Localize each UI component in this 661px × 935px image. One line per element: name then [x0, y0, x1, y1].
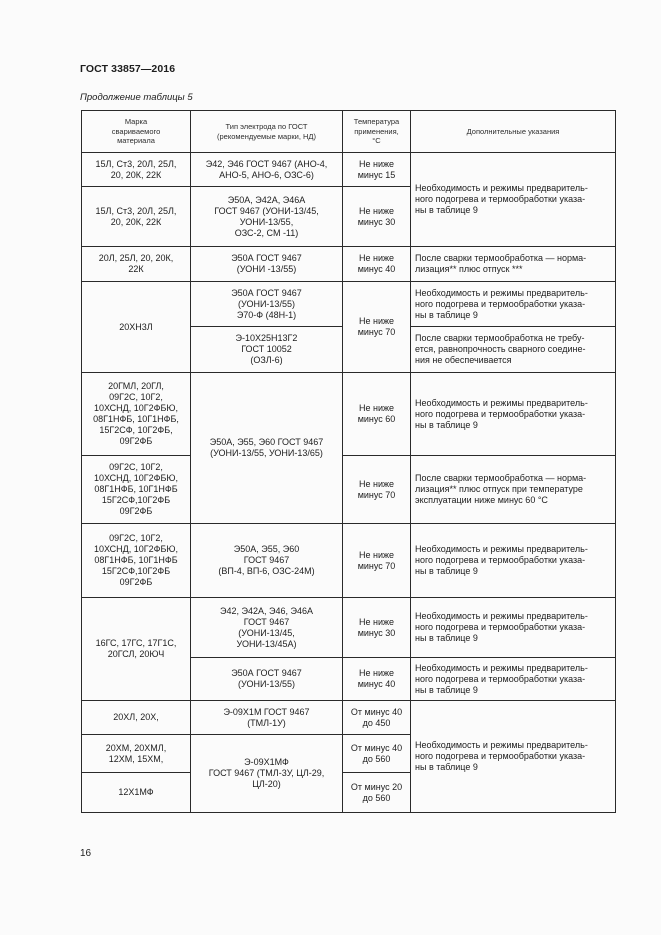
- table-row: [82, 456, 616, 524]
- notes-cell: После сварки термообработка — норма- лизация** плюс отпуск при температуре эксплуатации ниже минус 60 °С: [411, 456, 616, 524]
- material-cell: 09Г2С, 10Г2, 10ХСНД, 10Г2ФБЮ, 08Г1НФБ, 10Г1НФБ 15Г2СФ,10Г2ФБ 09Г2ФБ: [82, 524, 191, 598]
- table-row: [82, 524, 616, 598]
- table-row: [82, 598, 616, 658]
- material-cell: 15Л, Ст3, 20Л, 25Л, 20, 20К, 22К: [82, 153, 191, 187]
- temperature-cell: От минус 40 до 450: [343, 701, 411, 735]
- table-row: [82, 373, 616, 456]
- notes-cell: Необходимость и режимы предваритель- ного подогрева и термообработки указа- ны в таблице 9: [411, 658, 616, 701]
- notes-cell: Необходимость и режимы предваритель- ного подогрева и термообработки указа- ны в таблице 9: [411, 282, 616, 327]
- electrode-cell: Э42, Э46 ГОСТ 9467 (АНО-4, АНО-5, АНО-6, ОЗС-6): [191, 153, 343, 187]
- electrode-cell: Э-09Х1МФ ГОСТ 9467 (ТМЛ-3У, ЦЛ-29, ЦЛ-20): [191, 735, 343, 813]
- electrode-cell: Э50А, Э55, Э60 ГОСТ 9467 (ВП-4, ВП-6, ОЗС-24М): [191, 524, 343, 598]
- material-cell: 12Х1МФ: [82, 773, 191, 813]
- material-cell: 16ГС, 17ГС, 17Г1С, 20ГСЛ, 20ЮЧ: [82, 598, 191, 701]
- notes-cell: Необходимость и режимы предваритель- ного подогрева и термообработки указа- ны в таблице 9: [411, 153, 616, 247]
- temperature-cell: Не ниже минус 70: [343, 282, 411, 373]
- electrode-cell: Э-09Х1М ГОСТ 9467 (ТМЛ-1У): [191, 701, 343, 735]
- temperature-cell: От минус 20 до 560: [343, 773, 411, 813]
- material-cell: 20ХМ, 20ХМЛ, 12ХМ, 15ХМ,: [82, 735, 191, 773]
- welding-table: [81, 110, 616, 813]
- table-row: [82, 701, 616, 735]
- temperature-cell: Не ниже минус 70: [343, 456, 411, 524]
- notes-cell: После сварки термообработка — норма- лизация** плюс отпуск ***: [411, 247, 616, 282]
- material-cell: 15Л, Ст3, 20Л, 25Л, 20, 20К, 22К: [82, 187, 191, 247]
- column-header: Тип электрода по ГОСТ (рекомендуемые марки, НД): [191, 111, 343, 153]
- column-header: Дополнительные указания: [411, 111, 616, 153]
- page-number: 16: [80, 848, 92, 859]
- notes-cell: Необходимость и режимы предваритель- ного подогрева и термообработки указа- ны в таблице 9: [411, 524, 616, 598]
- temperature-cell: От минус 40 до 560: [343, 735, 411, 773]
- material-cell: 20ГМЛ, 20ГЛ, 09Г2С, 10Г2, 10ХСНД, 10Г2ФБЮ, 08Г1НФБ, 10Г1НФБ, 15Г2СФ, 10Г2ФБ, 09Г2ФБ: [82, 373, 191, 456]
- electrode-cell: Э50А, Э42А, Э46А ГОСТ 9467 (УОНИ-13/45, УОНИ-13/55, ОЗС-2, СМ -11): [191, 187, 343, 247]
- table-caption: Продолжение таблицы 5: [80, 92, 193, 103]
- notes-cell: После сварки термообработка не требу- ется, равнопрочность сварного соедине- ния не обеспечивается: [411, 327, 616, 373]
- electrode-cell: Э-10Х25Н13Г2 ГОСТ 10052 (ОЗЛ-6): [191, 327, 343, 373]
- material-cell: 09Г2С, 10Г2, 10ХСНД, 10Г2ФБЮ, 08Г1НФБ, 10Г1НФБ 15Г2СФ,10Г2ФБ 09Г2ФБ: [82, 456, 191, 524]
- material-cell: 20ХЛ, 20Х,: [82, 701, 191, 735]
- temperature-cell: Не ниже минус 30: [343, 187, 411, 247]
- notes-cell: Необходимость и режимы предваритель- ного подогрева и термообработки указа- ны в таблице 9: [411, 598, 616, 658]
- material-cell: 20Л, 25Л, 20, 20К, 22К: [82, 247, 191, 282]
- table-row: [82, 282, 616, 327]
- electrode-cell: Э42, Э42А, Э46, Э46А ГОСТ 9467 (УОНИ-13/45, УОНИ-13/45А): [191, 598, 343, 658]
- temperature-cell: Не ниже минус 70: [343, 524, 411, 598]
- temperature-cell: Не ниже минус 15: [343, 153, 411, 187]
- column-header: Марка свариваемого материала: [82, 111, 191, 153]
- notes-cell: Необходимость и режимы предваритель- ного подогрева и термообработки указа- ны в таблице 9: [411, 701, 616, 813]
- table-row: [82, 153, 616, 187]
- column-header: Температура применения, °С: [343, 111, 411, 153]
- temperature-cell: Не ниже минус 40: [343, 658, 411, 701]
- table-row: [82, 247, 616, 282]
- temperature-cell: Не ниже минус 60: [343, 373, 411, 456]
- material-cell: 20ХН3Л: [82, 282, 191, 373]
- temperature-cell: Не ниже минус 30: [343, 598, 411, 658]
- temperature-cell: Не ниже минус 40: [343, 247, 411, 282]
- document-title: ГОСТ 33857—2016: [80, 63, 176, 75]
- electrode-cell: Э50А ГОСТ 9467 (УОНИ-13/55) Э70-Ф (48Н-1): [191, 282, 343, 327]
- electrode-cell: Э50А ГОСТ 9467 (УОНИ-13/55): [191, 658, 343, 701]
- table-header-row: [82, 111, 616, 153]
- electrode-cell: Э50А, Э55, Э60 ГОСТ 9467 (УОНИ-13/55, УОНИ-13/65): [191, 373, 343, 524]
- notes-cell: Необходимость и режимы предваритель- ного подогрева и термообработки указа- ны в таблице 9: [411, 373, 616, 456]
- electrode-cell: Э50А ГОСТ 9467 (УОНИ -13/55): [191, 247, 343, 282]
